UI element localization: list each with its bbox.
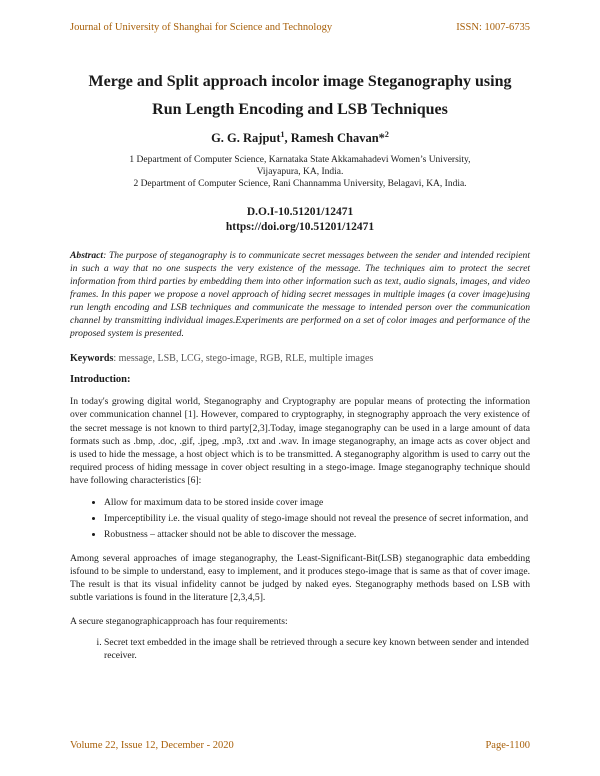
author-separator: ,	[284, 131, 291, 146]
journal-name: Journal of University of Shanghai for Science and Technology	[70, 22, 333, 33]
list-item: • Imperceptibility i.e. the visual quality of stego-image should not reveal the presence of secret information, and	[104, 512, 530, 525]
author-1: G. G. Rajput	[211, 131, 281, 146]
title-line-2: Run Length Encoding and LSB Techniques	[152, 101, 448, 118]
page-number: Page-1100	[485, 740, 530, 751]
doi-block	[70, 205, 530, 235]
intro-paragraph-2: Among several approaches of image steganography, the Least-Significant-Bit(LSB) steganographic data embedding isfound to be simple to understand, easy to implement, and it produces stego-image that is same as that of cover image. The result is that its visual infidelity cannot be judged by naked eyes. Steganography methods based on LSB with subtle variations is found in the literature [2,3,4,5].	[70, 552, 530, 604]
list-item: • Robustness – attacker should not be able to discover the message.	[104, 528, 530, 541]
keywords	[70, 353, 530, 364]
volume-info: Volume 22, Issue 12, December - 2020	[70, 740, 234, 751]
characteristics-list	[70, 496, 530, 542]
page-footer	[70, 740, 530, 756]
affiliations	[70, 154, 530, 190]
abstract	[70, 249, 530, 340]
abstract-label: Abstract	[70, 250, 104, 262]
doi-id: D.O.I-10.51201/12471	[246, 206, 354, 219]
abstract-text: : The purpose of steganography is to communicate secret messages between the sender and intended recipient in such a way that no one suspects the very existence of the message. The techniques aim to protect the secret information from third parties by embedding them into other information such as text, audio signals, images, and video frames. In this paper we propose a novel approach of hiding secret messages in multiple images (a cover image)using run length encoding and LSB techniques and communicate the message to intended person over the communication channel by transmitting individual images.Experiments are performed on a set of color images and performance of the proposed system is presented.	[70, 250, 530, 340]
list-item: i. Secret text embedded in the image shall be retrieved through a secure key known between sender and intended receiver.	[104, 636, 530, 663]
requirements-list	[70, 636, 530, 663]
list-item: • Allow for maximum data to be stored inside cover image	[104, 496, 530, 509]
authors	[70, 130, 530, 146]
affiliation-line-3: 2 Department of Computer Science, Rani Channamma University, Belagavi, KA, India.	[133, 179, 467, 190]
author-2-affil: 2	[384, 130, 389, 139]
affiliation-line-2: Vijayapura, KA, India.	[256, 167, 344, 178]
author-1-affil: 1	[280, 130, 285, 139]
paper-title	[70, 68, 530, 124]
affiliation-line-1: 1 Department of Computer Science, Karnataka State Akkamahadevi Women’s University,	[129, 155, 471, 166]
title-line-1: Merge and Split approach incolor image Steganography using	[88, 73, 512, 90]
intro-paragraph-3: A secure steganographicapproach has four requirements:	[70, 615, 288, 627]
doi-link[interactable]: https://doi.org/10.51201/12471	[225, 221, 375, 234]
introduction-heading: Introduction:	[70, 374, 131, 386]
issn: ISSN: 1007-6735	[456, 22, 530, 33]
author-2: Ramesh Chavan*	[290, 131, 385, 146]
intro-paragraph-1: In today's growing digital world, Steganography and Cryptography are popular means of protecting the information over communication channel [1]. However, compared to cryptography, in stegnography approach the very existence of the secret message is not known to third party[2,3].Today, image steganography can be used in a large amount of data formats such as .bmp, .doc, .gif, .jpeg, .mp3, .txt and .wav. In image steganography, an image acts as cover object and is used to hide the message, a host object which is to be transmitted. A steganography algorithm is used to carry out the required process of hiding message in cover object resulting in a stego-image. Image steganography technique should have following characteristics [6]:	[70, 396, 530, 487]
page-header	[70, 22, 530, 38]
paper-body	[70, 68, 530, 663]
keywords-label: Keywords	[70, 353, 114, 365]
keywords-text: : message, LSB, LCG, stego-image, RGB, RLE, multiple images	[113, 353, 374, 365]
